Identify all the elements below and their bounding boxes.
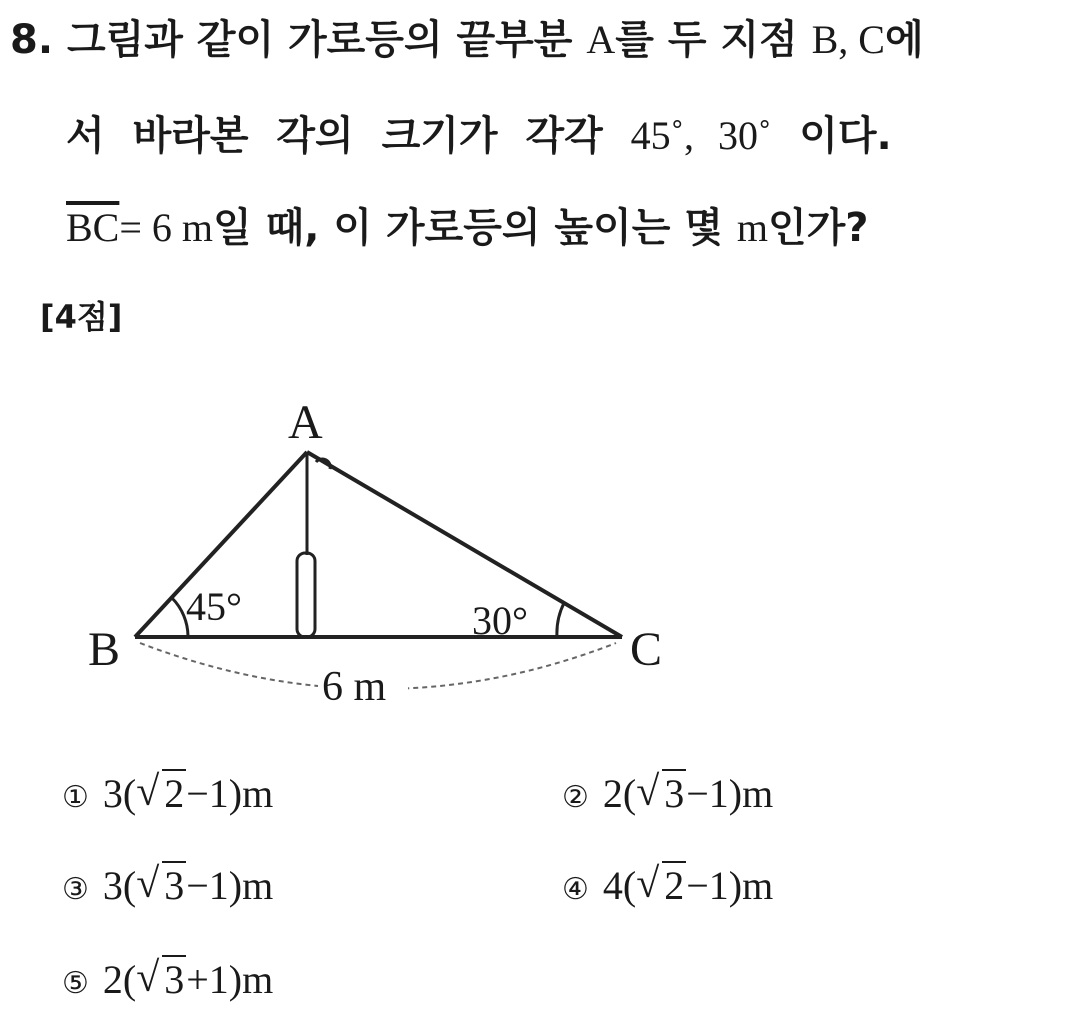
label-b: B xyxy=(88,623,121,676)
angle-c-label: 30° xyxy=(472,598,528,643)
lamp-post xyxy=(297,553,315,637)
choice-number: ④ xyxy=(562,872,589,907)
unit-text: m xyxy=(736,205,768,250)
angle-c-arc xyxy=(557,603,564,637)
choice-number: ① xyxy=(62,780,89,815)
points-label: [4점] xyxy=(40,298,123,336)
choice-rest: +1)m xyxy=(186,957,274,1002)
choice-5[interactable] xyxy=(62,956,273,1003)
choice-coef: 2( xyxy=(102,957,137,1002)
choice-number: ② xyxy=(562,780,589,815)
point-a-label: A xyxy=(586,17,616,62)
angle-b-label: 45° xyxy=(186,584,242,629)
question-text: 그림과 같이 가로등의 끝부분 xyxy=(66,17,587,63)
sqrt-sign xyxy=(136,862,186,909)
choice-number: ③ xyxy=(62,872,89,907)
question-text: 인가? xyxy=(767,205,869,251)
base-length-label: 6 m xyxy=(322,664,387,710)
question-text: 일 때, 이 가로등의 높이는 몇 xyxy=(213,205,737,251)
radicand: 2 xyxy=(164,771,185,816)
side-ac xyxy=(307,452,622,637)
label-a: A xyxy=(288,396,323,449)
radicand: 2 xyxy=(664,863,685,908)
choice-4[interactable] xyxy=(562,862,773,909)
sqrt-sign xyxy=(136,956,186,1003)
radicand: 3 xyxy=(664,771,685,816)
choice-coef: 4( xyxy=(602,863,637,908)
sqrt-sign xyxy=(636,770,686,817)
choice-coef: 2( xyxy=(602,771,637,816)
choice-coef: 3( xyxy=(102,863,137,908)
question-text: 서 바라본 각의 크기가 각각 xyxy=(66,113,631,159)
choice-coef: 3( xyxy=(102,771,137,816)
choice-rest: −1)m xyxy=(686,863,774,908)
choice-2[interactable] xyxy=(562,770,773,817)
choice-rest: −1)m xyxy=(186,771,274,816)
segment-length: = 6 m xyxy=(119,205,214,250)
choice-rest: −1)m xyxy=(186,863,274,908)
choice-rest: −1)m xyxy=(686,771,774,816)
question-text: 이다. xyxy=(771,113,892,159)
points-b-c-label: B, C xyxy=(811,17,885,62)
question-number: 8. xyxy=(10,17,54,63)
question-text: 에 xyxy=(884,17,924,63)
question-text: 를 두 지점 xyxy=(615,17,812,63)
sqrt-sign xyxy=(636,862,686,909)
choice-3[interactable] xyxy=(62,862,273,909)
radicand: 3 xyxy=(164,863,185,908)
segment-bc: $\overline{BC}$ xyxy=(66,205,120,250)
label-c: C xyxy=(630,623,663,676)
sqrt-sign xyxy=(136,770,186,817)
radicand: 3 xyxy=(164,957,185,1002)
angles-text: 45˚, 30˚ xyxy=(630,113,772,158)
choice-number: ⑤ xyxy=(62,966,89,1001)
choice-1[interactable] xyxy=(62,770,273,817)
